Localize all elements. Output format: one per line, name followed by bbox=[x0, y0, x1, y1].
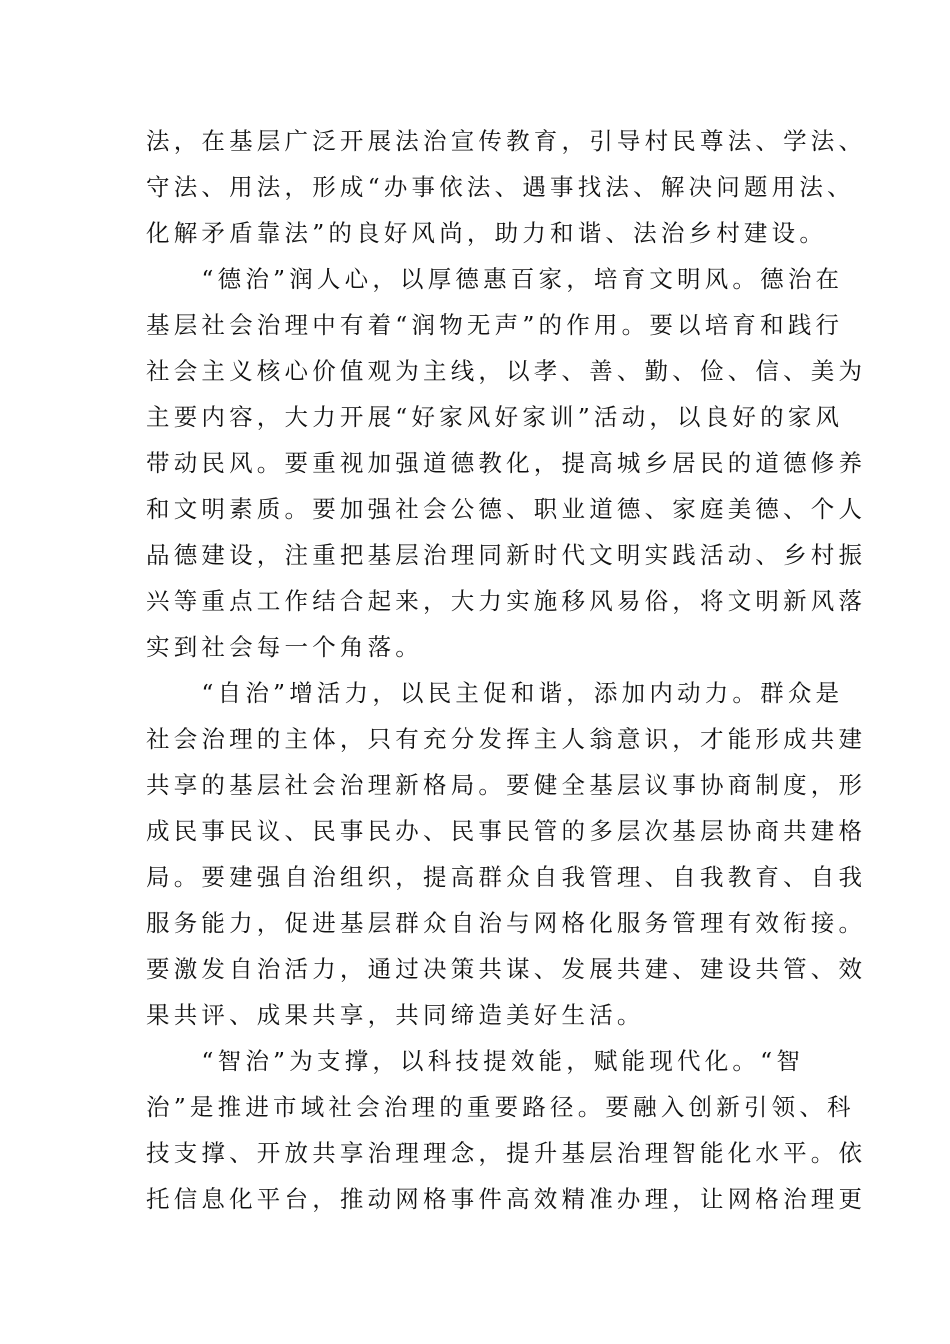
text-line: 化解矛盾靠法”的良好风尚，助力和谐、法治乡村建设。 bbox=[146, 219, 828, 247]
text-line: 要激发自治活力，通过决策共谋、发展共建、建设共管、效 bbox=[146, 955, 867, 983]
paragraph-zhizhi bbox=[146, 1038, 867, 1222]
text-line: 成民事民议、民事民办、民事民管的多层次基层协商共建格 bbox=[146, 817, 867, 845]
text-line: 品德建设，注重把基层治理同新时代文明实践活动、乡村振 bbox=[146, 541, 867, 569]
document-body bbox=[146, 118, 867, 1222]
text-line: 技支撑、开放共享治理理念，提升基层治理智能化水平。依 bbox=[146, 1139, 867, 1167]
text-line: “自治”增活力，以民主促和谐，添加内动力。群众是 bbox=[146, 679, 844, 707]
text-line: 基层社会治理中有着“润物无声”的作用。要以培育和践行 bbox=[146, 311, 844, 339]
text-line: 局。要建强自治组织，提高群众自我管理、自我教育、自我 bbox=[146, 863, 867, 891]
text-line: 和文明素质。要加强社会公德、职业道德、家庭美德、个人 bbox=[146, 495, 867, 523]
text-line: 社会治理的主体，只有充分发挥主人翁意识，才能形成共建 bbox=[146, 725, 867, 753]
text-line: 法，在基层广泛开展法治宣传教育，引导村民尊法、学法、 bbox=[146, 127, 867, 155]
text-line: 带动民风。要重视加强道德教化，提高城乡居民的道德修养 bbox=[146, 449, 867, 477]
text-line: 守法、用法，形成“办事依法、遇事找法、解决问题用法、 bbox=[146, 173, 855, 201]
text-line: 共享的基层社会治理新格局。要健全基层议事协商制度，形 bbox=[146, 771, 867, 799]
paragraph-dezhi bbox=[146, 256, 867, 670]
text-line: 兴等重点工作结合起来，大力实施移风易俗，将文明新风落 bbox=[146, 587, 867, 615]
text-line: “智治”为支撑，以科技提效能，赋能现代化。“智 bbox=[146, 1047, 805, 1075]
text-line: 果共评、成果共享，共同缔造美好生活。 bbox=[146, 1001, 645, 1029]
text-line: “德治”润人心，以厚德惠百家，培育文明风。德治在 bbox=[146, 265, 844, 293]
text-line: 实到社会每一个角落。 bbox=[146, 633, 423, 661]
paragraph-zizhi bbox=[146, 670, 867, 1038]
text-line: 治”是推进市域社会治理的重要路径。要融入创新引领、科 bbox=[146, 1093, 855, 1121]
text-line: 主要内容，大力开展“好家风好家训”活动，以良好的家风 bbox=[146, 403, 844, 431]
text-line: 服务能力，促进基层群众自治与网格化服务管理有效衔接。 bbox=[146, 909, 867, 937]
text-line: 托信息化平台，推动网格事件高效精准办理，让网格治理更 bbox=[146, 1185, 867, 1213]
paragraph-fazhi-continuation bbox=[146, 118, 867, 256]
text-line: 社会主义核心价值观为主线，以孝、善、勤、俭、信、美为 bbox=[146, 357, 867, 385]
